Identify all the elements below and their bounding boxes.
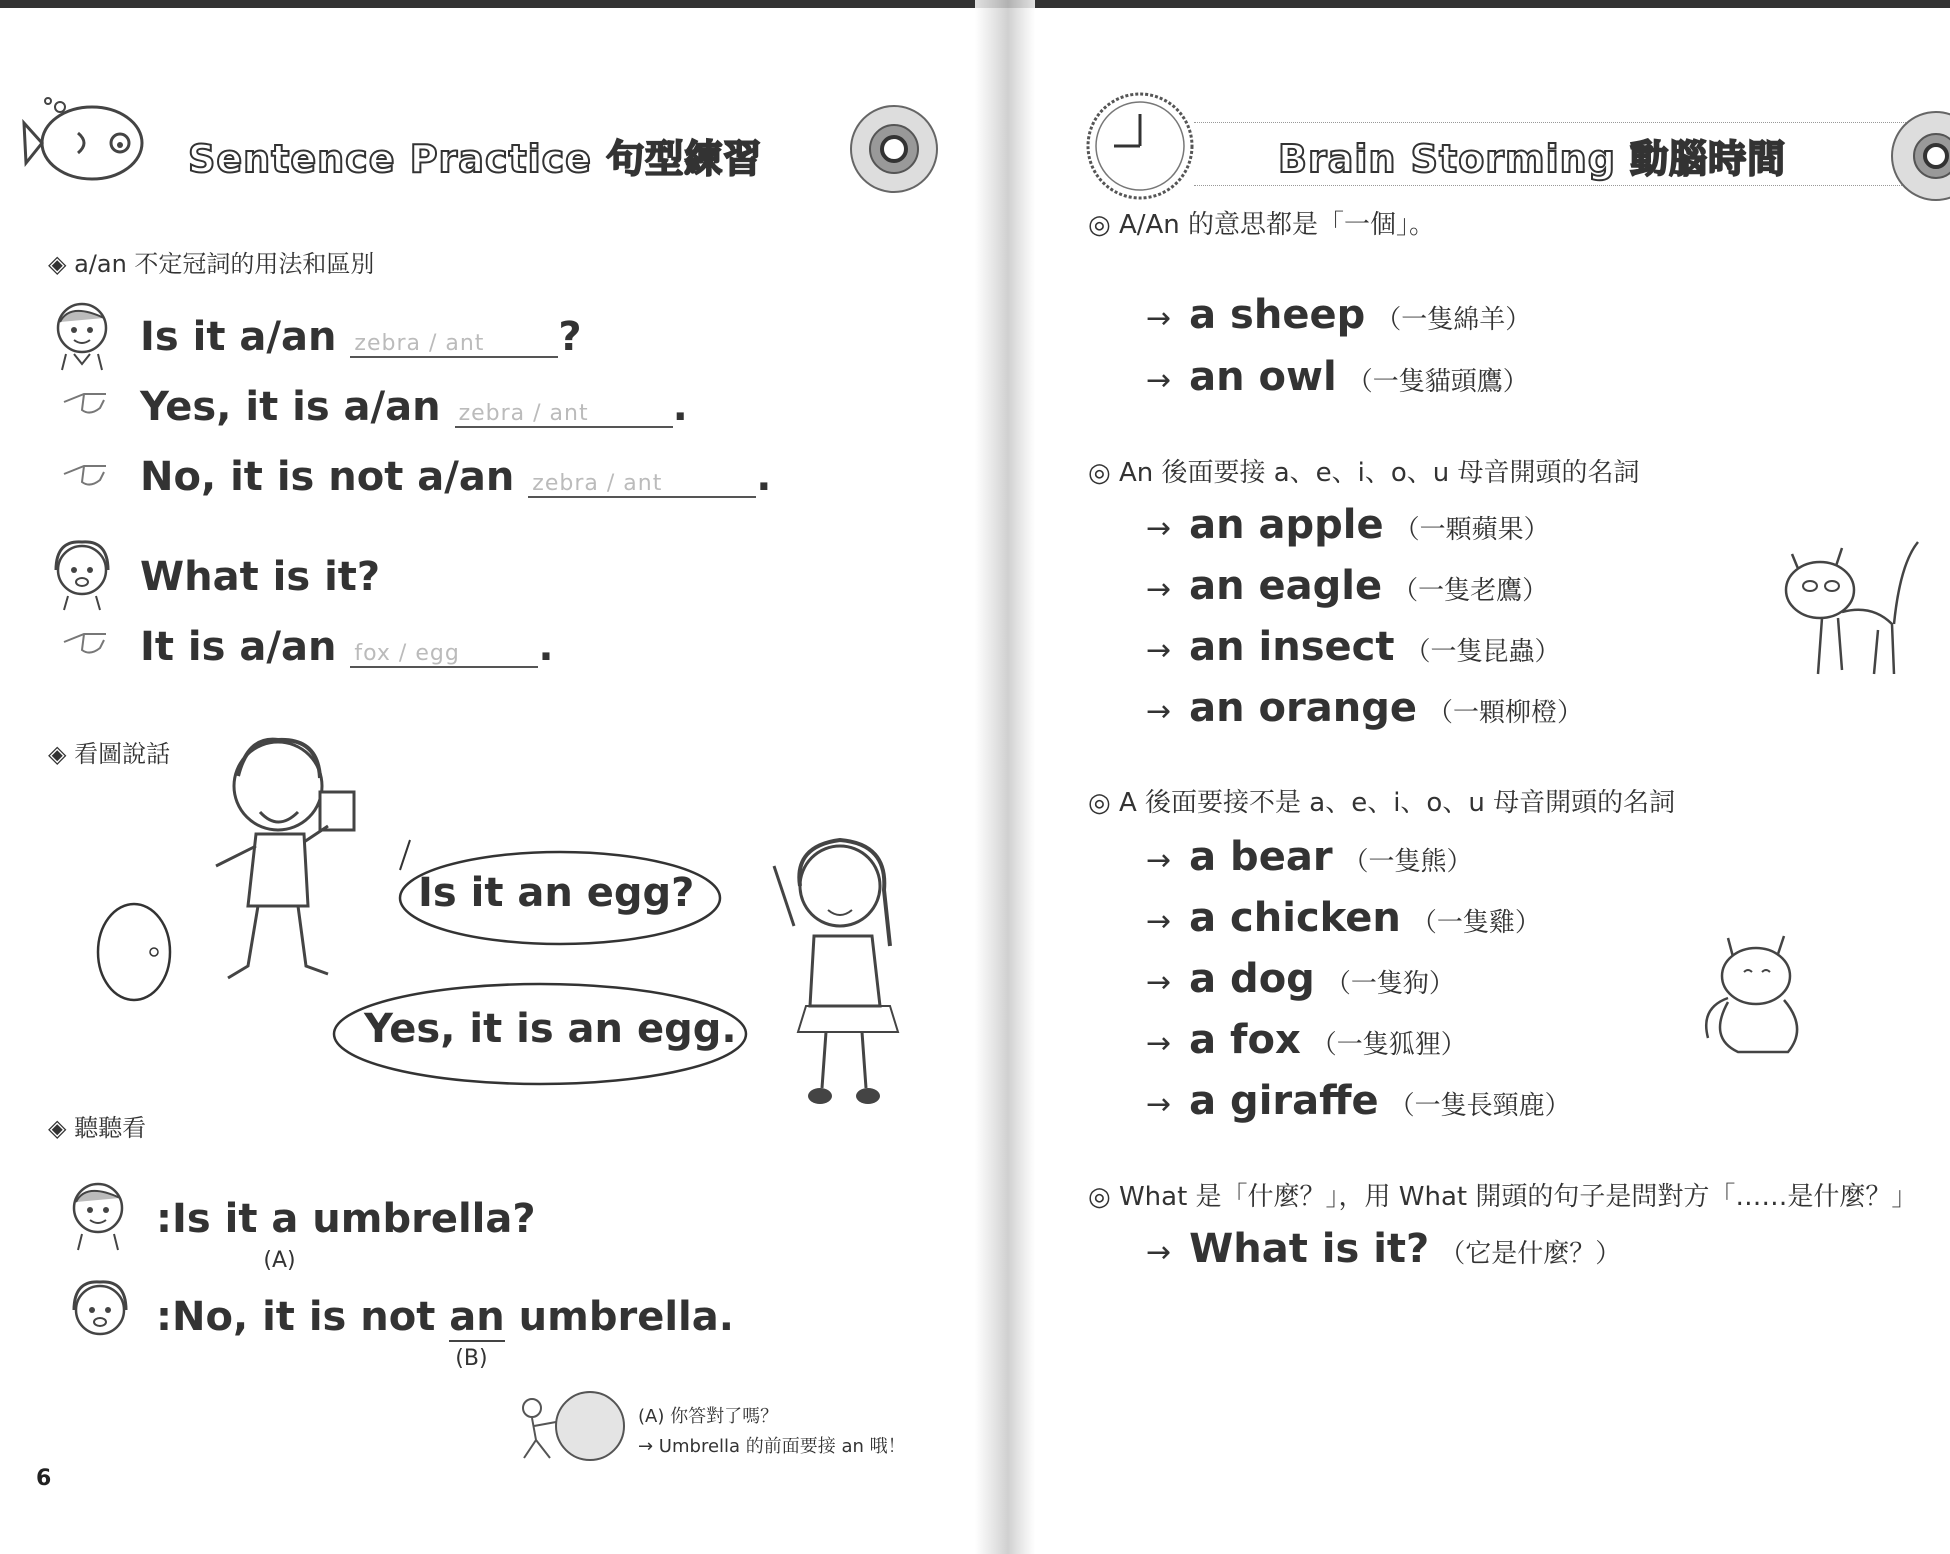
answer-line-no <box>140 454 772 500</box>
listen-q-post: umbrella? <box>298 1196 536 1242</box>
example-zh: （一隻雞） <box>1410 908 1541 938</box>
example-en: a chicken <box>1189 895 1401 941</box>
listen-a-pre: :No, it is not <box>156 1294 450 1340</box>
example-zh: （一顆蘋果） <box>1393 515 1550 545</box>
example-zh: （一隻狗） <box>1324 969 1455 999</box>
example-item <box>1146 1017 1571 1078</box>
arrow-icon: → <box>1146 633 1172 668</box>
q1-text: Is it a/an <box>140 314 337 360</box>
girl-illustration <box>770 826 920 1126</box>
cd-icon <box>1888 108 1950 204</box>
egg-illustration <box>92 896 176 1004</box>
a1-blank: zebra / ant <box>455 401 673 428</box>
example-zh: （一隻熊） <box>1342 847 1473 877</box>
a2-end: . <box>756 454 772 500</box>
arrow-icon: → <box>1146 904 1172 939</box>
mark-b: (B) <box>455 1346 488 1371</box>
example-group-3 <box>1146 834 1571 1139</box>
mark-a: (A) <box>263 1248 296 1273</box>
a2-blank: zebra / ant <box>528 471 756 498</box>
a2-text: No, it is not a/an <box>140 454 515 500</box>
page-title: Brain Storming 動腦時間 <box>1278 137 1787 181</box>
a3-text: It is a/an <box>140 624 337 670</box>
answer-line-it-is <box>140 624 554 670</box>
note-an-vowel: ◎ An 後面要接 a、e、i、o、u 母音開頭的名詞 <box>1088 458 1640 488</box>
example-item <box>1146 354 1531 416</box>
example-en: a giraffe <box>1189 1078 1379 1124</box>
arrow-icon: → <box>1146 965 1172 1000</box>
example-zh: （一隻綿羊） <box>1375 305 1532 335</box>
arrow-icon: → <box>1146 1235 1172 1270</box>
example-zh: （一隻老鷹） <box>1392 576 1549 606</box>
section-picture-talk: ◈ 看圖說話 <box>48 740 171 768</box>
example-zh: （一顆柳橙） <box>1426 698 1583 728</box>
question-line-2: What is it? <box>140 554 381 600</box>
example-zh: （一隻貓頭鷹） <box>1346 367 1529 397</box>
cat-illustration <box>1698 928 1818 1058</box>
q1-end: ? <box>558 314 582 360</box>
kid-pushing-ball-icon <box>510 1388 626 1464</box>
example-en: an eagle <box>1189 563 1383 609</box>
bubble-2-text: Yes, it is an egg. <box>364 1006 737 1052</box>
example-en: What is it? <box>1189 1226 1430 1272</box>
listen-q-article <box>263 1196 299 1273</box>
a1-end: . <box>672 384 688 430</box>
example-en: a sheep <box>1189 292 1366 338</box>
arrow-icon: → <box>1146 572 1172 607</box>
example-zh: （它是什麼？） <box>1439 1239 1622 1269</box>
answer-line-yes <box>140 384 688 430</box>
pointing-hand-icon <box>60 380 112 420</box>
example-en: a fox <box>1189 1017 1301 1063</box>
example-item <box>1146 895 1571 956</box>
example-en: an apple <box>1189 502 1384 548</box>
cat-illustration <box>1782 534 1922 684</box>
example-zh: （一隻狐狸） <box>1310 1030 1467 1060</box>
example-en: an orange <box>1189 685 1417 731</box>
note-a-consonant: ◎ A 後面要接不是 a、e、i、o、u 母音開頭的名詞 <box>1088 788 1676 818</box>
example-group-4 <box>1146 1226 1621 1287</box>
arrow-icon: → <box>1146 511 1172 546</box>
example-item <box>1146 292 1531 354</box>
boy-face-icon <box>50 296 114 372</box>
listen-a-article-text: an <box>449 1294 505 1340</box>
example-item <box>1146 563 1583 624</box>
arrow-icon: → <box>1146 694 1172 729</box>
a3-blank: fox / egg <box>350 641 538 668</box>
arrow-icon: → <box>1146 843 1172 878</box>
page-number: 6 <box>36 1466 52 1491</box>
a1-text: Yes, it is a/an <box>140 384 441 430</box>
note-what: ◎ What 是「什麼？」，用 What 開頭的句子是問對方「……是什麼？」 <box>1088 1182 1918 1212</box>
page-title: Sentence Practice 句型練習 <box>188 137 763 181</box>
clock-icon <box>1084 90 1196 202</box>
example-item <box>1146 502 1583 563</box>
example-en: a dog <box>1189 956 1315 1002</box>
example-group-1 <box>1146 292 1531 416</box>
q1-blank: zebra / ant <box>350 331 558 358</box>
arrow-icon: → <box>1146 1087 1172 1122</box>
boy-face-icon <box>66 1176 130 1252</box>
arrow-icon: → <box>1146 363 1172 398</box>
example-group-2 <box>1146 502 1583 746</box>
pointing-hand-icon <box>60 620 112 660</box>
example-item <box>1146 1078 1571 1139</box>
arrow-icon: → <box>1146 1026 1172 1061</box>
listen-question <box>156 1196 536 1273</box>
pointing-hand-icon <box>60 452 112 492</box>
example-zh: （一隻昆蟲） <box>1404 637 1561 667</box>
listen-q-article-text: a <box>271 1196 299 1242</box>
example-item <box>1146 1226 1621 1287</box>
boy-illustration <box>208 716 368 996</box>
example-item <box>1146 956 1571 1017</box>
listen-answer <box>156 1294 734 1371</box>
listen-q-pre: :Is it <box>156 1196 272 1242</box>
book-spine <box>975 0 1035 1554</box>
example-en: an insect <box>1189 624 1395 670</box>
example-en: an owl <box>1189 354 1337 400</box>
a3-end: . <box>538 624 554 670</box>
cd-icon <box>848 103 940 195</box>
listen-a-article <box>449 1294 505 1371</box>
tip-line-1: (A) 你答對了嗎？ <box>638 1406 779 1427</box>
girl-face-icon <box>48 534 114 612</box>
example-item <box>1146 624 1583 685</box>
arrow-icon: → <box>1146 301 1172 336</box>
bubble-1-text: Is it an egg? <box>418 870 695 916</box>
section-a-an: ◈ a/an 不定冠詞的用法和區別 <box>48 250 375 278</box>
question-line-1 <box>140 314 582 360</box>
example-item <box>1146 834 1571 895</box>
section-listen: ◈ 聽聽看 <box>48 1114 147 1142</box>
girl-face-icon <box>66 1274 132 1352</box>
example-item <box>1146 685 1583 746</box>
fish-icon <box>20 95 150 185</box>
note-meaning: ◎ A/An 的意思都是「一個」。 <box>1088 210 1436 240</box>
example-en: a bear <box>1189 834 1333 880</box>
tip-line-2: → Umbrella 的前面要接 an 哦！ <box>638 1436 906 1457</box>
example-zh: （一隻長頸鹿） <box>1388 1091 1571 1121</box>
listen-a-post: umbrella. <box>504 1294 734 1340</box>
